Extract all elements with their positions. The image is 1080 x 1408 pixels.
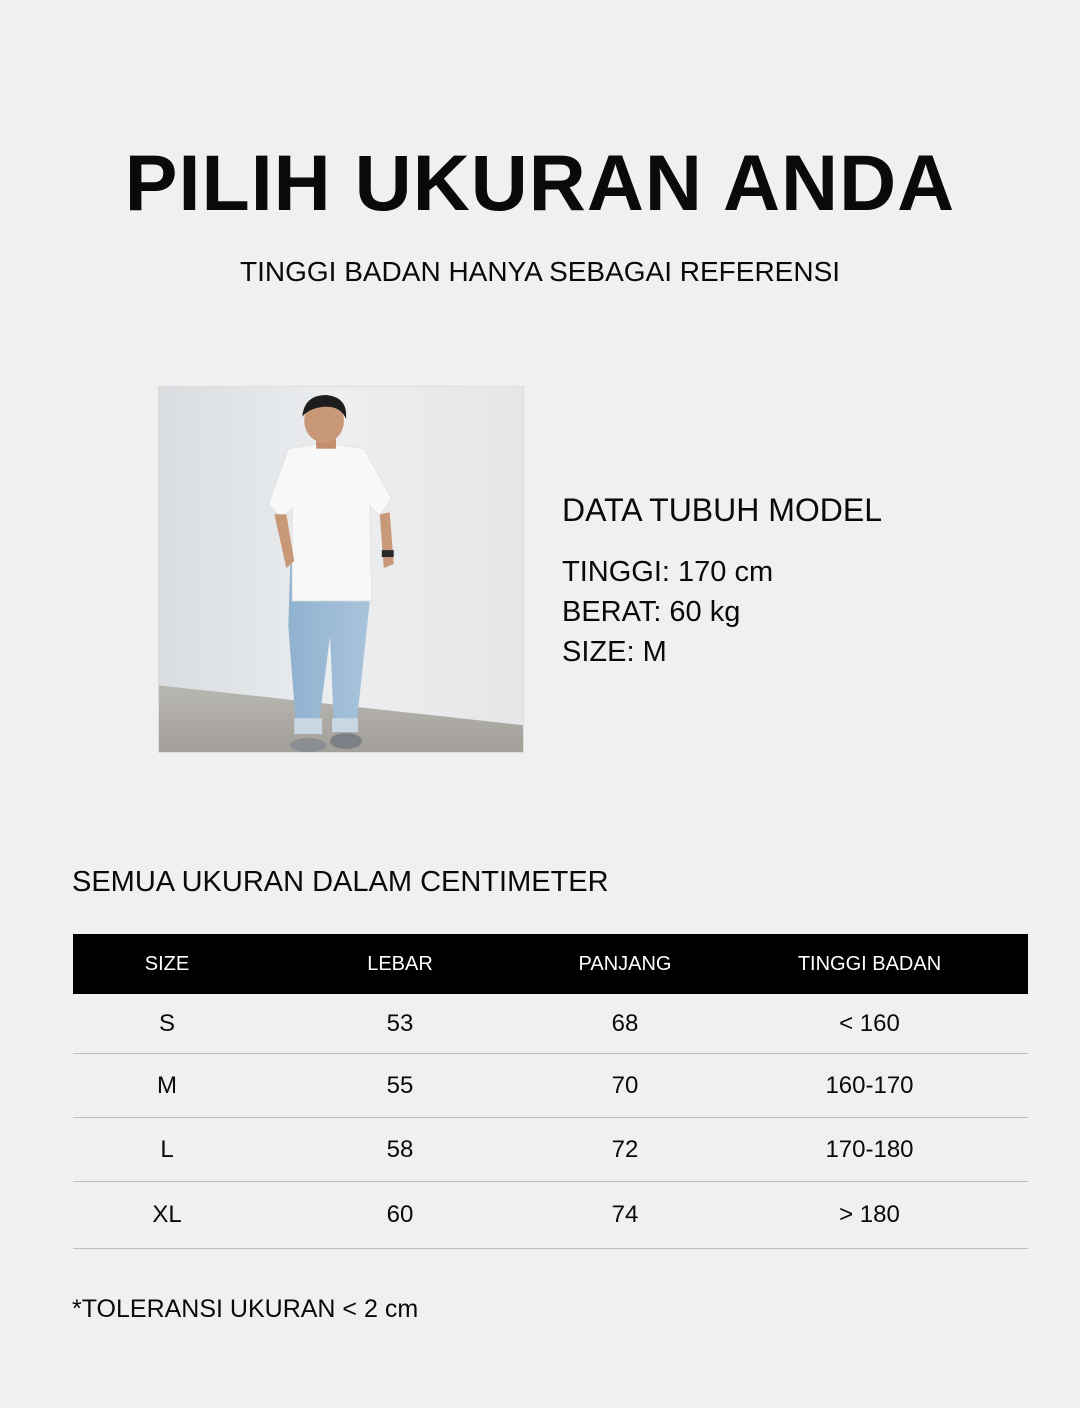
cell-lebar: 55 — [261, 1054, 539, 1118]
cell-size: L — [73, 1118, 261, 1182]
cell-tinggi-badan: < 160 — [711, 994, 1028, 1054]
cell-panjang: 72 — [539, 1118, 711, 1182]
table-row — [73, 994, 1028, 1054]
cell-panjang: 74 — [539, 1182, 711, 1249]
tolerance-note: *TOLERANSI UKURAN < 2 cm — [72, 1295, 419, 1323]
cell-size: S — [73, 994, 261, 1054]
units-note: SEMUA UKURAN DALAM CENTIMETER — [72, 866, 609, 898]
header-lebar: LEBAR — [261, 934, 539, 994]
header-tinggi-badan: TINGGI BADAN — [711, 934, 1028, 994]
cell-size: M — [73, 1054, 261, 1118]
header-panjang: PANJANG — [539, 934, 711, 994]
table-header-row — [73, 934, 1028, 994]
cell-lebar: 53 — [261, 994, 539, 1054]
size-chart-table — [73, 934, 1028, 1249]
cell-panjang: 68 — [539, 994, 711, 1054]
model-photo — [158, 386, 524, 753]
table-row — [73, 1118, 1028, 1182]
model-data-heading: DATA TUBUH MODEL — [562, 492, 883, 528]
model-body-data — [562, 490, 882, 672]
cell-panjang: 70 — [539, 1054, 711, 1118]
cell-size: XL — [73, 1182, 261, 1249]
table-row — [73, 1054, 1028, 1118]
cell-tinggi-badan: > 180 — [711, 1182, 1028, 1249]
cell-lebar: 58 — [261, 1118, 539, 1182]
model-height: TINGGI: 170 cm — [562, 556, 774, 588]
page-title: PILIH UKURAN ANDA — [124, 138, 956, 227]
cell-lebar: 60 — [261, 1182, 539, 1249]
page-subtitle: TINGGI BADAN HANYA SEBAGAI REFERENSI — [239, 256, 841, 287]
model-size: SIZE: M — [562, 636, 667, 668]
cell-tinggi-badan: 160-170 — [711, 1054, 1028, 1118]
model-weight: BERAT: 60 kg — [562, 596, 741, 628]
cell-tinggi-badan: 170-180 — [711, 1118, 1028, 1182]
header-size: SIZE — [73, 934, 261, 994]
table-row — [73, 1182, 1028, 1249]
